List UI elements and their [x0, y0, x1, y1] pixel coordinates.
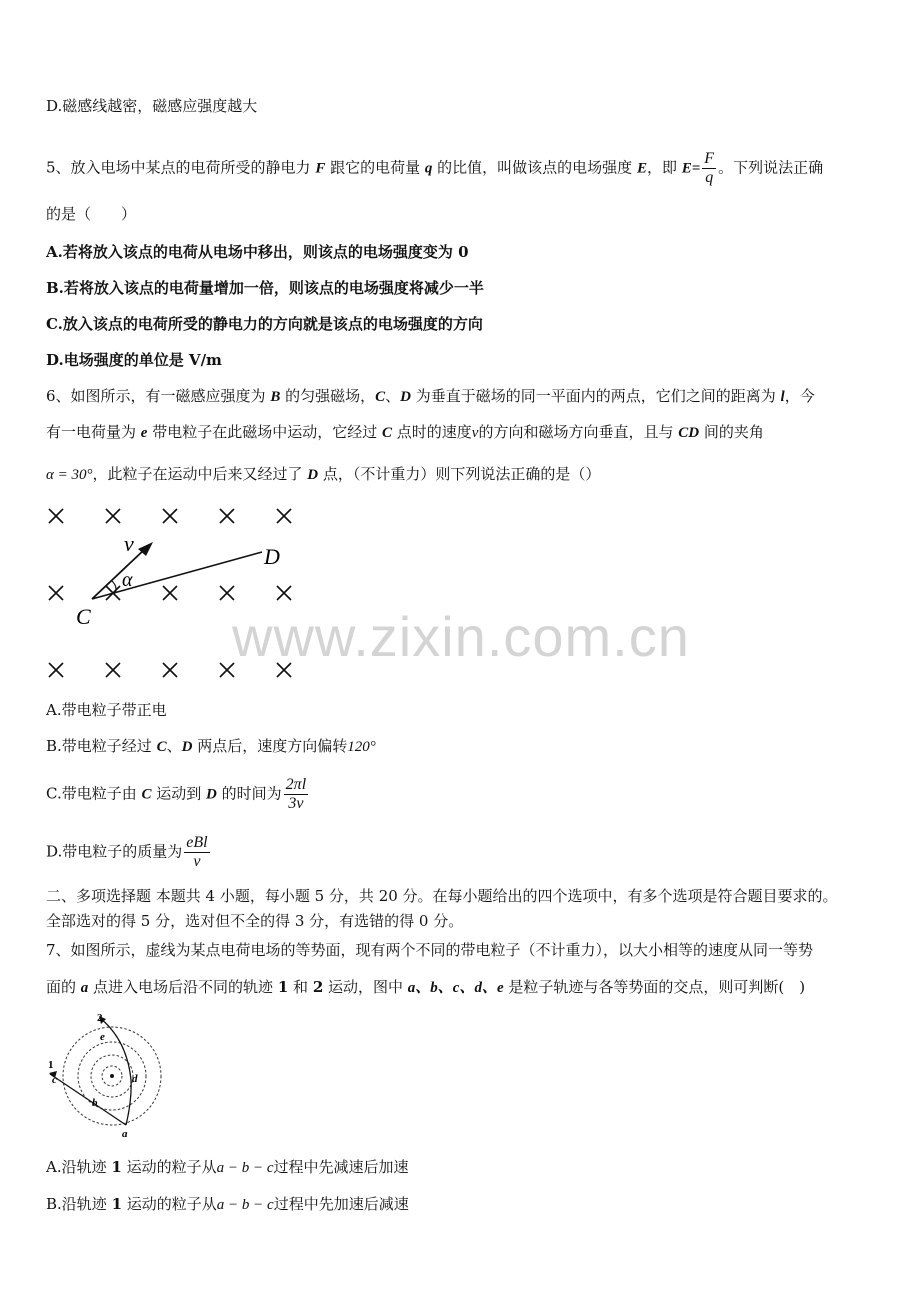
- q6-stem-line1: 6、如图所示，有一磁感应强度为 B 的匀强磁场，C、D 为垂直于磁场的同一平面内的两点，它们之间的距离为 l，今: [46, 387, 815, 405]
- q6-option-d: D.带电粒子的质量为 $\frac{\text{eBl}}{v}$: [46, 834, 208, 870]
- q5-stem-line1: 5、放入电场中某点的电荷所受的静电力 F 跟它的电荷量 q 的比值，叫做该点的电场强度 E，即 E= $\frac{F}{q}$ 。下列说法正确: [46, 150, 824, 186]
- label-e: e: [100, 1031, 105, 1043]
- q5-option-c: C.放入该点的电荷所受的静电力的方向就是该点的电场强度的方向: [46, 315, 483, 333]
- q7-stem-line1: 7、如图所示，虚线为某点电荷电场的等势面，现有两个不同的带电粒子（不计重力），以大小相等的速度从同一等势: [46, 941, 814, 959]
- watermark: www.zixin.com.cn: [232, 605, 690, 668]
- time-fraction: $\frac{2\pi l}{3v}$: [285, 776, 307, 812]
- label-2: 2: [97, 1012, 103, 1024]
- q5-option-d: D.电场强度的单位是 V/m: [46, 351, 222, 369]
- label-c: C: [76, 604, 91, 629]
- label-alpha: α: [122, 569, 133, 591]
- label-a: a: [122, 1128, 128, 1140]
- section2-instructions-line1: 二、多项选择题 本题共 4 小题，每小题 5 分，共 20 分。在每小题给出的四个选项中，有多个选项是符合题目要求的。: [46, 887, 838, 905]
- mass-fraction: $\frac{\text{eBl}}{v}$: [186, 834, 208, 870]
- q6-stem-line3: α = 30°，此粒子在运动中后来又经过了 D 点，（不计重力）则下列说法正确的是（）: [46, 465, 601, 483]
- section2-instructions-line2: 全部选对的得 5 分，选对但不全的得 3 分，有选错的得 0 分。: [46, 912, 464, 930]
- q5-option-a: A.若将放入该点的电荷从电场中移出，则该点的电场强度变为 0: [46, 243, 469, 261]
- q6-option-c: C.带电粒子由 C 运动到 D 的时间为 $\frac{2\pi l}{3v}$: [46, 776, 307, 812]
- q5-option-b: B.若将放入该点的电荷量增加一倍，则该点的电场强度将减少一半: [46, 279, 484, 297]
- point-charge: [110, 1074, 114, 1078]
- trajectory-1: [50, 1074, 126, 1125]
- q7-equipotential-figure: [44, 1010, 168, 1140]
- q6-magnetic-field-figure: [40, 500, 310, 686]
- label-1: 1: [48, 1059, 54, 1071]
- q6-stem-line2: 有一电荷量为 e 带电粒子在此磁场中运动，它经过 C 点时的速度v的方向和磁场方向垂直，且与 CD 间的夹角: [46, 423, 764, 441]
- label-d: d: [132, 1073, 138, 1085]
- field-crosses: [49, 509, 291, 677]
- label-b: b: [92, 1097, 98, 1109]
- q7-option-a: A.沿轨迹 1 运动的粒子从a − b − c过程中先减速后加速: [46, 1158, 409, 1176]
- label-c: c: [52, 1074, 57, 1086]
- q7-option-b: B.沿轨迹 1 运动的粒子从a − b − c过程中先加速后减速: [46, 1195, 409, 1213]
- prev-option-d: D.磁感线越密，磁感应强度越大: [46, 97, 258, 115]
- q7-stem-line2: 面的 a 点进入电场后沿不同的轨迹 1 和 2 运动，图中 a、b、c、d、e 是粒子轨迹与各等势面的交点，则可判断( ): [46, 978, 806, 996]
- q6-option-b: B.带电粒子经过 C、D 两点后，速度方向偏转120°: [46, 737, 376, 755]
- q5-formula-fraction: $\frac{F}{q}$: [704, 150, 715, 186]
- q6-option-a: A.带电粒子带正电: [46, 701, 167, 719]
- label-d: D: [264, 544, 280, 569]
- label-v: v: [124, 531, 134, 556]
- q5-stem-line2: 的是（ ）: [46, 205, 137, 223]
